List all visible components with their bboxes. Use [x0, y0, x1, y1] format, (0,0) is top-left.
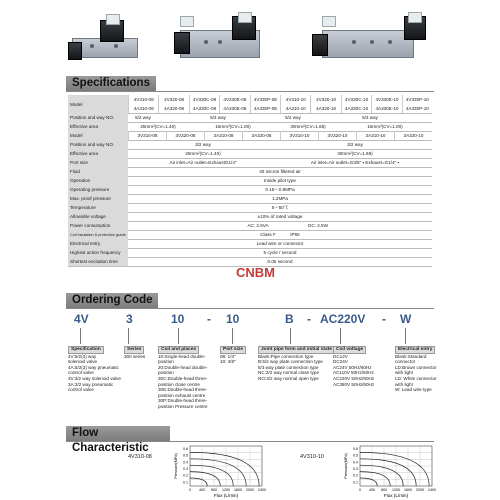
x-tick-label: 1600	[404, 488, 412, 492]
y-tick-label: 0.5	[353, 453, 358, 458]
code-part: W	[400, 312, 412, 326]
model-cell: 4A330P-08	[250, 104, 280, 113]
position-label: Position and way NO.	[68, 113, 128, 122]
connector-line	[405, 328, 406, 344]
ordering-option-title: Specification	[68, 346, 104, 354]
ordering-option-line: 4A:5/2(3) way pneumatic	[68, 364, 119, 370]
y-axis-label: Pressure(MPa)	[344, 453, 348, 479]
ordering-option-line: LD: White connector	[395, 375, 437, 381]
power-value: DC: 2.5W	[308, 223, 328, 228]
ordering-option-line: position close centre	[158, 381, 200, 387]
area-value: 16mm²(CV=1.00)	[215, 124, 251, 129]
ordering-option-title: Coil voltage	[333, 346, 366, 354]
ordering-code-header: Ordering Code	[66, 293, 158, 308]
model-cell: 3V320-08	[166, 131, 204, 140]
specifications-rule	[66, 91, 434, 92]
model-cell: 4V330P-10	[402, 95, 432, 104]
ordering-option-line: AC220V 50Hz/60Hz	[333, 375, 375, 381]
model2-label: Model	[68, 131, 128, 140]
flow-header: Flow Characteristic	[66, 426, 170, 441]
code-part: 10	[171, 312, 185, 326]
model-cell: 4V320-10	[310, 95, 340, 104]
model-cell: 4V320-08	[158, 95, 188, 104]
ordering-option-line: 30E:Double-head three-	[158, 387, 208, 393]
code-part: B	[285, 312, 294, 326]
x-tick-label: 400	[199, 488, 205, 492]
model-cell: 3A310-10	[356, 131, 394, 140]
ordering-option-title: Joint pipe form and initial state	[258, 346, 335, 354]
connector-line	[80, 328, 81, 344]
y-tick-label: 0.5	[183, 453, 188, 458]
model-cell: 3V310-08	[128, 131, 166, 140]
ordering-option-line: B:5/2 way plate connection type	[258, 359, 323, 365]
model-row	[68, 95, 432, 114]
y-tick-label: 0.3	[353, 467, 358, 471]
connector-line	[128, 328, 129, 344]
model-cell: 3V320-10	[318, 131, 356, 140]
ordering-option-line: 3V:3/2 way solenoid valve	[68, 375, 121, 381]
model-cell: 4V330C-10	[341, 95, 371, 104]
y-tick-label: 0.2	[353, 473, 358, 478]
ordering-option-title: Port size	[220, 346, 246, 354]
position-value: 5/3 way	[362, 115, 378, 120]
ordering-option-line: W: Lead wire type	[395, 387, 432, 393]
code-part: 4V	[74, 312, 89, 326]
ordering-option-line: solenoid valve	[68, 359, 98, 365]
model-cell: 4A310-08	[128, 104, 158, 113]
connector-line	[232, 328, 233, 344]
model-cell: 4A320-08	[158, 104, 188, 113]
x-tick-label: 2000	[416, 488, 424, 492]
ordering-option-line: DC24V	[333, 359, 348, 365]
area-value: 25mm²(CV=1.40)	[140, 124, 176, 129]
flow-chart-2	[338, 442, 438, 498]
ordering-option-line: NO:3/2 way normal open type	[258, 375, 319, 381]
ordering-rule	[66, 308, 434, 309]
y-tick-label: 0.2	[183, 473, 188, 478]
ordering-option-line: connector	[395, 359, 416, 365]
insulation-value: IP65	[290, 232, 300, 237]
ordering-option-line: with light	[395, 370, 413, 376]
power-value: AC: 2.5VA	[247, 223, 269, 228]
spec-label: Highest action frequency	[68, 248, 128, 257]
position2-label: Position and way NO.	[68, 140, 128, 149]
ordering-option-line: Blank:Pipe connection type	[258, 353, 314, 359]
ordering-option-line: 3A:3/2 way pneumatic	[68, 381, 114, 387]
y-tick-label: 0.3	[183, 467, 188, 471]
code-part: -	[382, 312, 386, 326]
model-cells-b	[128, 104, 432, 113]
ordering-option-box	[258, 346, 335, 382]
spec-label: Operating pressure	[68, 185, 128, 194]
spec-label: Max. proof pressure	[68, 194, 128, 203]
model-cell: 3A310-08	[204, 131, 242, 140]
y-axis-label: Pressure(MPa)	[174, 453, 178, 479]
spec-value: ±10% of rated voltage	[257, 214, 303, 219]
ordering-option-line: 5/3 way plate connection type	[258, 364, 319, 370]
y-tick-label: 0.1	[183, 480, 188, 485]
ordering-option-title: Coil and places	[158, 346, 199, 354]
ordering-option-line: 30P:Double-head three-	[158, 398, 208, 404]
y-tick-label: 0.6	[183, 447, 188, 451]
model-cell: 4V310-10	[280, 95, 310, 104]
model-cell: 4A320-10	[310, 104, 340, 113]
area2-value: 25mm²(CV=1.40)	[185, 151, 221, 156]
watermark-text: CNBM	[236, 265, 275, 280]
ordering-option-box	[333, 346, 374, 387]
model-cell: 4A330E-10	[371, 104, 401, 113]
area-value: 16mm²(CV=1.00)	[367, 124, 403, 129]
y-tick-label: 0.6	[353, 447, 358, 451]
ordering-option-box	[158, 346, 208, 410]
area-label: Effective area	[68, 122, 128, 131]
spec-value: 0.05 second	[267, 259, 293, 264]
ordering-option-box	[68, 346, 121, 393]
model-cell: 4A330C-10	[341, 104, 371, 113]
model-cell: 4A330P-10	[402, 104, 432, 113]
valve-photo-1	[62, 14, 140, 64]
port-label: Port size	[68, 158, 128, 167]
spec-value: Inside pilot type	[264, 178, 296, 183]
port-value: Air inlet=Air outlet=G3/8" ▪ Exhaust=G1/4" ▪	[310, 160, 400, 165]
ordering-option-line: 10: 3/8"	[220, 359, 236, 365]
valve-photo-2	[170, 12, 265, 64]
model-cell: 4V330E-10	[371, 95, 401, 104]
ordering-option-line: 20:Double-head double-	[158, 364, 208, 370]
x-tick-label: 800	[211, 488, 217, 492]
spec-label: Fluid	[68, 167, 128, 176]
ordering-option-title: Electrical entry	[395, 346, 435, 354]
flow-caption-1: 4V310-08	[128, 454, 152, 460]
model-label: Model	[68, 95, 128, 113]
ordering-option-line: 30C:Double-head three-	[158, 375, 208, 381]
model-cell: 4A330E-08	[219, 104, 249, 113]
area2-label: Effective area	[68, 149, 128, 158]
ordering-option-line: LD:Brown connector	[395, 364, 437, 370]
y-tick-label: 0.4	[183, 460, 188, 465]
ordering-option-box	[395, 346, 437, 393]
ordering-option-line: AC380V 50Hz/60Hz	[333, 381, 375, 387]
ordering-option-line: position exhaust centre	[158, 392, 206, 398]
x-axis-label: Flux (L/min)	[213, 493, 239, 498]
position2-value: 3/2 way	[347, 142, 363, 147]
flow-chart-1	[168, 442, 268, 498]
spec-value: 5～50℃	[271, 204, 289, 210]
x-tick-label: 0	[189, 488, 191, 492]
x-tick-label: 2000	[246, 488, 254, 492]
model-cell: 4V330P-08	[250, 95, 280, 104]
spec-label: Allowable voltage	[68, 212, 128, 221]
model-cell: 4A310-10	[280, 104, 310, 113]
code-part: -	[307, 312, 311, 326]
ordering-option-box	[220, 346, 246, 365]
y-tick-label: 0.1	[353, 480, 358, 485]
x-tick-label: 400	[369, 488, 375, 492]
spec-value: 1.2MPa	[272, 196, 288, 201]
ordering-option-line: control valve	[68, 370, 94, 376]
ordering-option-line: DC12V	[333, 353, 348, 359]
spec-label: Electrical entry	[68, 239, 128, 248]
insulation-value: Class F	[260, 232, 276, 237]
x-tick-label: 2400	[428, 488, 436, 492]
spec-label: Shortest excitation time	[68, 257, 128, 266]
spec-label: Temperature	[68, 203, 128, 212]
position-value: 5/3 way	[210, 115, 226, 120]
power-label: Power consumption	[68, 221, 128, 230]
model2-cells	[128, 131, 432, 140]
ordering-option-line: 4V:5/2(3) way	[68, 353, 97, 359]
x-axis-label: Flux (L/min)	[383, 493, 409, 498]
x-tick-label: 1600	[234, 488, 242, 492]
ordering-option-box	[124, 346, 145, 359]
ordering-option-line: position	[158, 359, 174, 365]
area-value: 30mm²(CV=1.68)	[290, 124, 326, 129]
spec-table	[68, 95, 432, 288]
ordering-option-line: 300 series	[124, 353, 146, 359]
ordering-option-line: control valve	[68, 387, 94, 393]
connector-line	[290, 328, 291, 344]
connector-line	[340, 328, 341, 344]
ordering-option-line: Blank:Standard	[395, 353, 427, 359]
specifications-header: Specifications	[66, 76, 156, 91]
insulation-label: Coil insulation & protection grade	[68, 230, 128, 239]
ordering-option-title: Series	[124, 346, 144, 354]
connector-line	[178, 328, 179, 344]
x-tick-label: 1200	[392, 488, 400, 492]
code-part: 3	[126, 312, 133, 326]
ordering-option-line: NC:3/2 way normal close type	[258, 370, 320, 376]
spec-label: Operation	[68, 176, 128, 185]
ordering-option-line: AC110V 50Hz/60Hz	[333, 370, 374, 376]
position2-value: 3/2 way	[195, 142, 211, 147]
x-tick-label: 1200	[222, 488, 230, 492]
code-part: -	[207, 312, 211, 326]
spec-value: 0.15～0.8MPa	[265, 186, 295, 192]
x-tick-label: 0	[359, 488, 361, 492]
ordering-option-line: position	[158, 370, 174, 376]
model-cells	[128, 95, 432, 104]
model-cell: 3A320-08	[242, 131, 280, 140]
model-cell: 4A330C-08	[189, 104, 219, 113]
model-cell: 3A320-10	[394, 131, 432, 140]
model-cell: 3V310-10	[280, 131, 318, 140]
ordering-option-line: AC24V 50Hz/60Hz	[333, 364, 372, 370]
code-part: AC220V	[320, 312, 366, 326]
y-tick-label: 0.4	[353, 460, 358, 465]
code-part: 10	[226, 312, 240, 326]
ordering-option-line: position Pressure centre	[158, 403, 208, 409]
model-cell: 4V310-08	[128, 95, 158, 104]
area2-value: 30mm²(CV=1.68)	[337, 151, 373, 156]
ordering-option-line: 08: 1/4"	[220, 353, 236, 359]
x-tick-label: 800	[381, 488, 387, 492]
x-tick-label: 2400	[258, 488, 266, 492]
spec-value: 40 micron filtered air	[259, 169, 301, 174]
ordering-option-line: with light	[395, 381, 413, 387]
model-cell: 4V330E-08	[219, 95, 249, 104]
spec-value: Lead wire or connector	[256, 241, 304, 246]
ordering-option-line: 10:Single-head double-	[158, 353, 206, 359]
port-value: Air inlet=Air outlet=ExhaustG1/4"	[169, 160, 237, 165]
flow-caption-2: 4V310-10	[300, 454, 324, 460]
position-value: 5/2 way	[135, 115, 151, 120]
model-cell: 4V330C-08	[189, 95, 219, 104]
spec-value: 5 cycle / second	[263, 250, 297, 255]
valve-photo-3	[308, 12, 428, 62]
position-value: 5/2 way	[285, 115, 301, 120]
